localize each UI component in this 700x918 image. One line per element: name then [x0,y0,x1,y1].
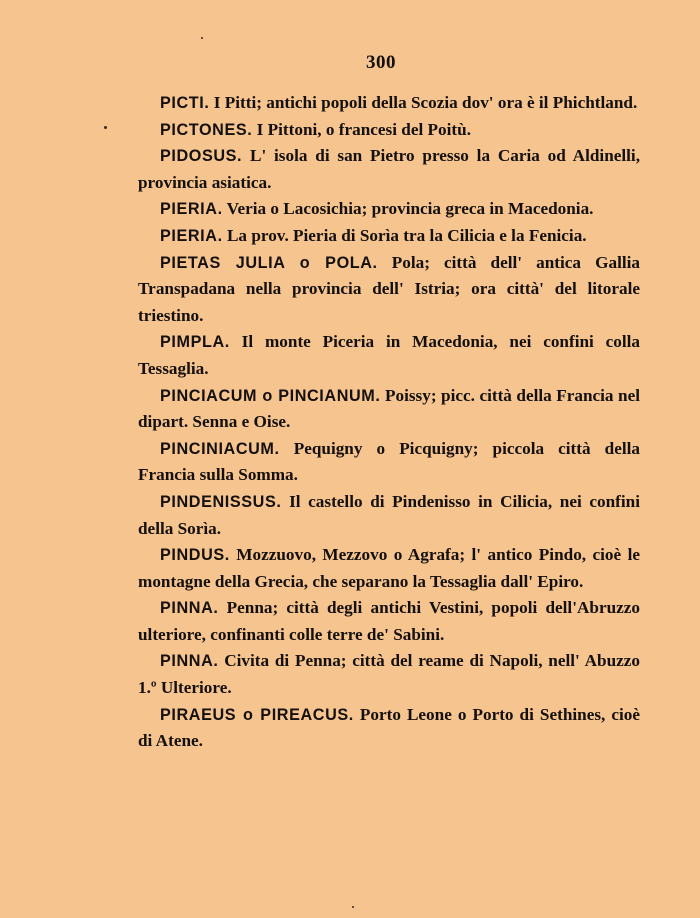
entry-definition: Pola; città dell' antica Gallia Transpadana nella provincia dell' Istria; ora città' del litorale triestino. [138,252,640,325]
entry-definition: Pequigny o Picquigny; piccola città della Francia sulla Somma. [138,438,640,485]
entry-definition: I Pittoni, o francesi del Poitù. [252,119,472,139]
dictionary-entry [138,489,640,542]
entry-headword: PIERIA. [160,226,223,245]
entry-headword: PINCINIACUM. [160,439,280,458]
dictionary-entry [138,383,640,436]
dictionary-entry [138,250,640,330]
ink-speck [352,906,354,908]
dictionary-entry [138,117,640,144]
entry-headword: PINDUS. [160,546,230,565]
dictionary-entry [138,702,640,755]
dictionary-entry [138,143,640,196]
entry-definition: I Pitti; antichi popoli della Scozia dov' ora è il Phichtland. [209,93,638,112]
entry-definition: Il castello di Pindenisso in Cilicia, nei confini della Sorìa. [138,491,640,538]
dictionary-entry [138,595,640,648]
dictionary-entry [138,648,640,701]
entry-definition: La prov. Pieria di Sorìa tra la Cilicia e la Fenicia. [222,225,587,245]
dictionary-entry [138,90,640,117]
entry-headword: PIERIA. [160,200,223,219]
dictionary-entry [138,542,640,595]
entry-definition: Porto Leone o Porto di Sethines, cioè di Atene. [138,704,640,751]
entry-headword: PIMPLA. [160,333,230,352]
dictionary-entry [138,436,640,489]
dictionary-entry [138,329,640,382]
entry-headword: PICTONES. [160,120,253,139]
entry-headword: PINCIACUM o PINCIANUM. [160,386,381,405]
entry-definition: Penna; città degli antichi Vestini, popoli dell'Abruzzo ulteriore, confinanti colle terre de' Sabini. [138,598,640,644]
dictionary-entry [138,196,640,223]
entry-definition: Mozzuovo, Mezzovo o Agrafa; l' antico Pindo, cioè le montagne della Grecia, che separano la Tessaglia dall' Epiro. [138,545,640,591]
dictionary-entries [138,90,640,755]
entry-headword: PIRAEUS o PIREACUS. [160,705,354,724]
entry-headword: PIETAS JULIA o POLA. [160,253,378,272]
ink-speck [104,126,107,129]
entry-definition: Poissy; picc. città della Francia nel dipart. Senna e Oise. [138,385,640,432]
entry-definition: Civita di Penna; città del reame di Napoli, nell' Abuzzo 1.º Ulteriore. [138,651,640,698]
dictionary-entry [138,223,640,250]
entry-headword: PINNA. [160,599,219,618]
entry-definition: Veria o Lacosichia; provincia greca in Macedonia. [222,199,594,219]
ink-speck [201,37,203,39]
entry-definition: Il monte Piceria in Macedonia, nei confini colla Tessaglia. [138,332,640,378]
entry-headword: PINDENISSUS. [160,492,282,511]
entry-headword: PINNA. [160,652,219,671]
entry-headword: PIDOSUS. [160,147,243,166]
entry-headword: PICTI. [160,94,210,112]
page-number: 300 [366,52,396,73]
entry-definition: L' isola di san Pietro presso la Caria od Aldinelli, provincia asiatica. [138,146,640,192]
